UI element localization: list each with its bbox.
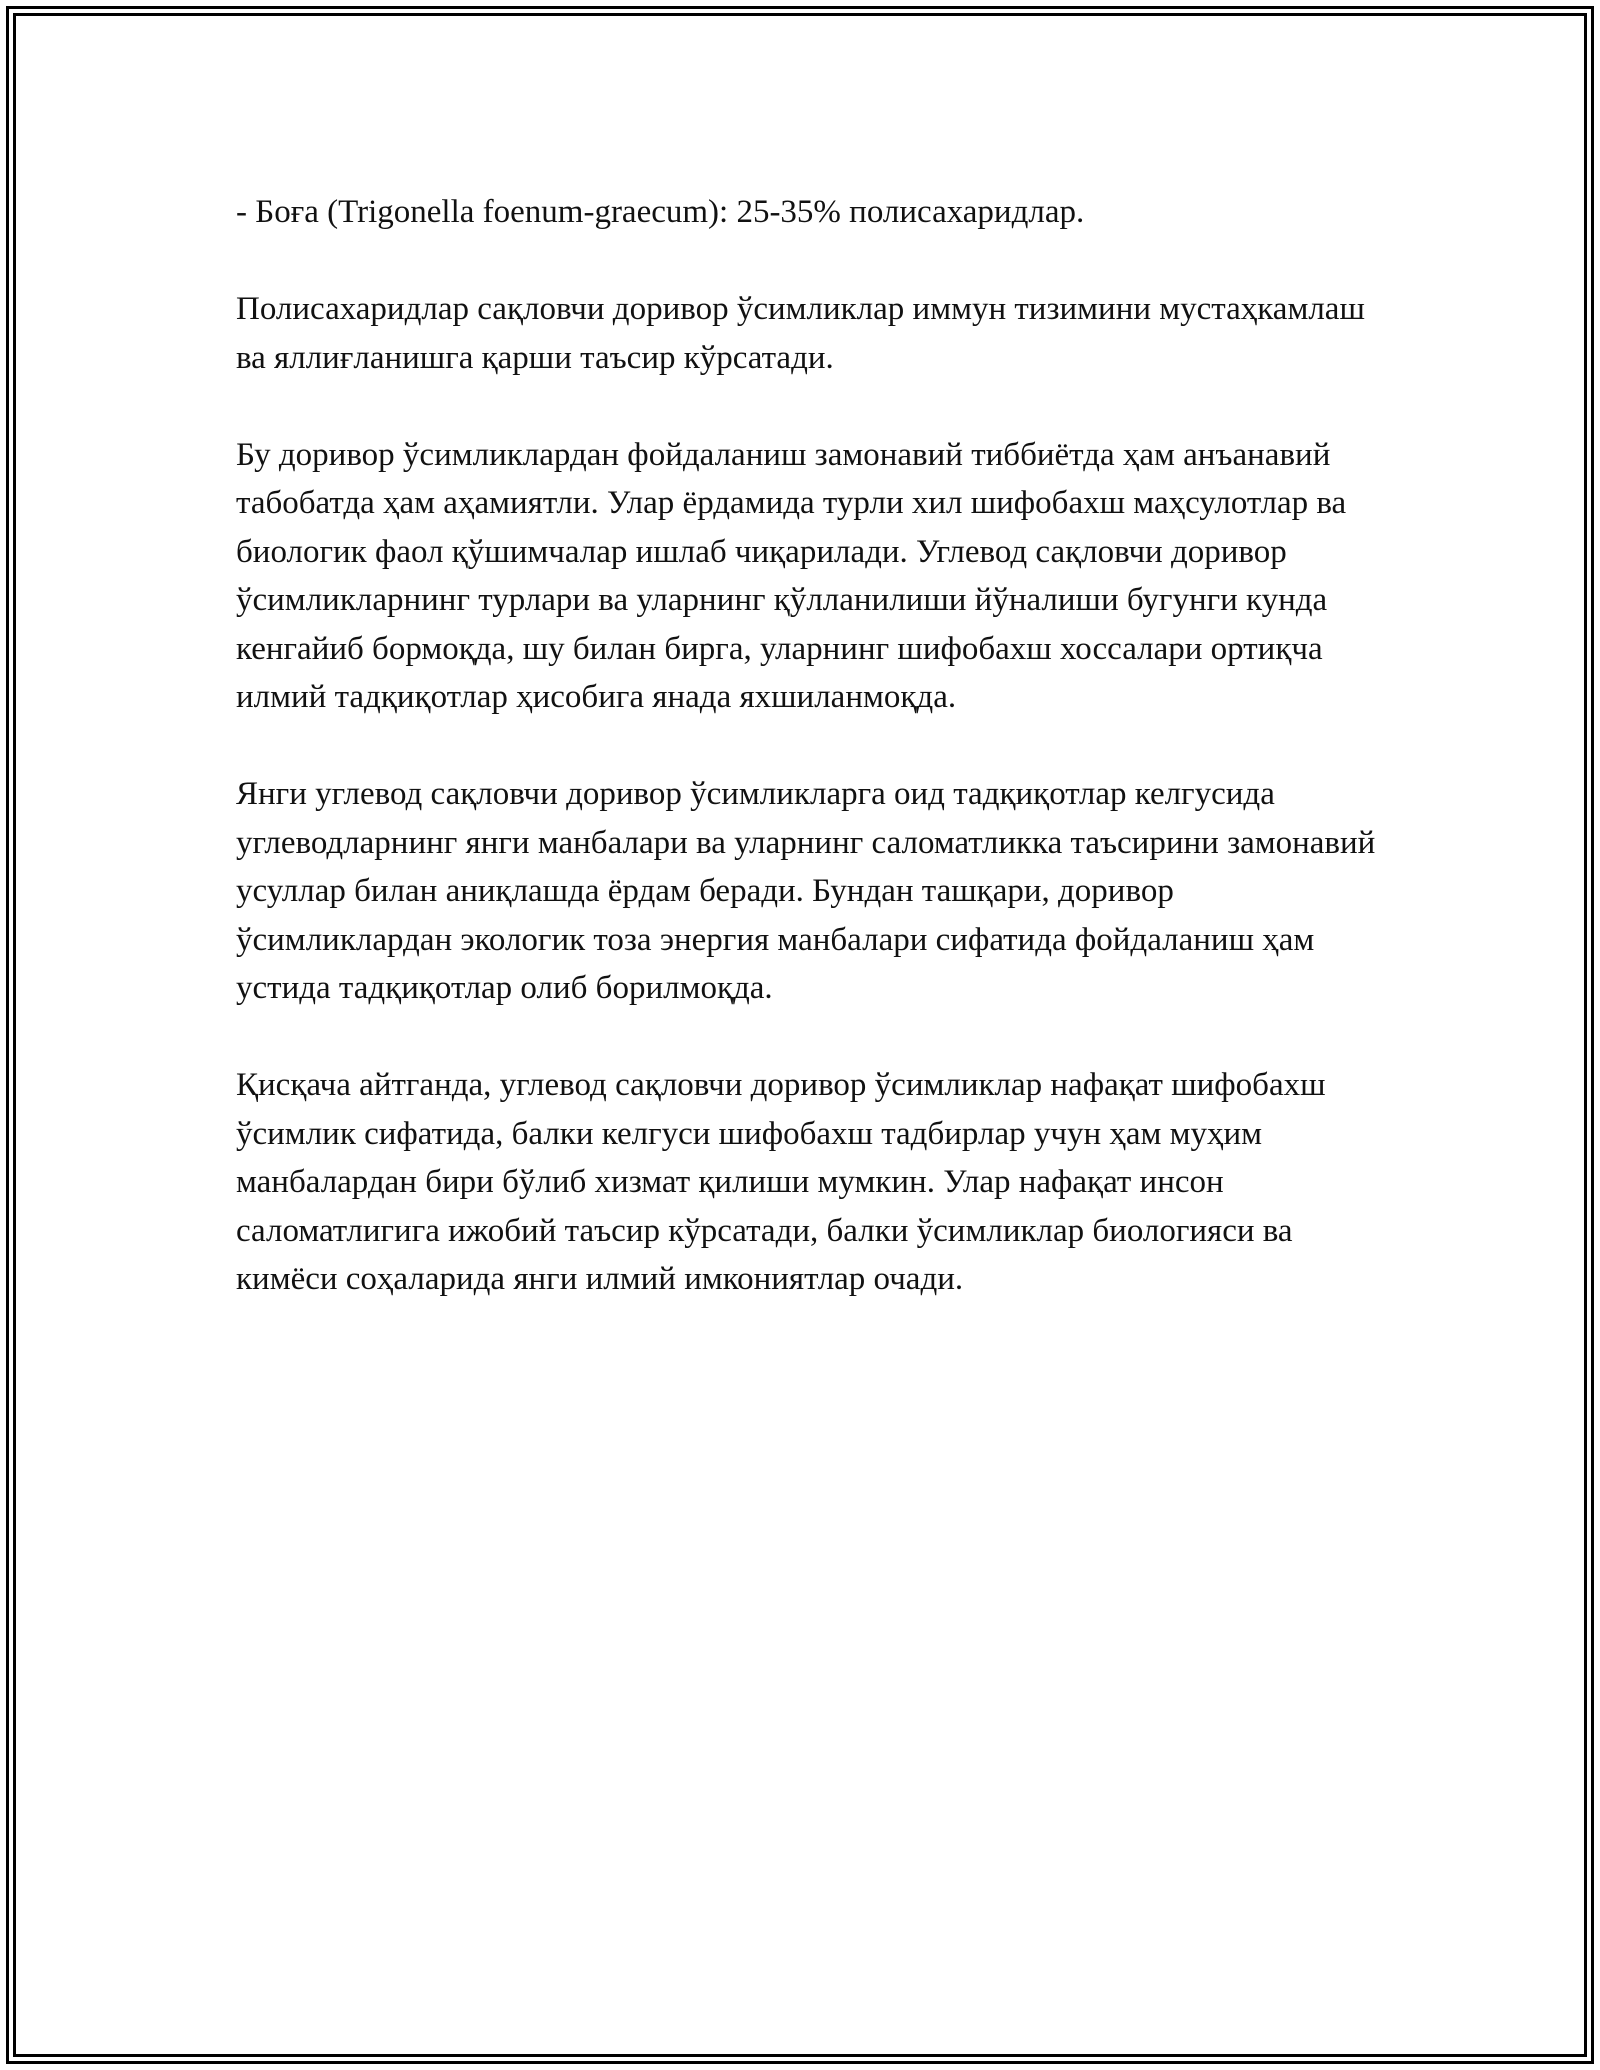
paragraph-medical-use: Бу доривор ўсимликлардан фойдаланиш замонавий тиббиётда ҳам анъанавий табобатда ҳам аҳамиятли. Улар ёрдамида турли хил шифобахш маҳсулотлар ва биологик фаол қўшимчалар ишлаб чиқарилади. Углевод сақловчи доривор ўсимликларнинг турлари ва уларнинг қўлланилиши йўналиши бугунги кунда кенгайиб бормоқда, шу билан бирга, уларнинг шифобахш хоссалари ортиқча илмий тадқиқотлар ҳисобига янада яхшиланмоқда.	[236, 436, 1347, 715]
paragraph-fenugreek: - Боға (Trigonella foenum-graecum): 25-35% полисахаридлар.	[236, 194, 1085, 230]
document-body	[236, 188, 1376, 1352]
paragraph-polysaccharides: Полисахаридлар сақловчи доривор ўсимликлар иммун тизимини мустаҳкамлаш ва яллиғланишга қарши таъсир кўрсатади.	[236, 291, 1365, 376]
paragraph-conclusion: Қисқача айтганда, углевод сақловчи доривор ўсимликлар нафақат шифобахш ўсимлик сифатида, балки келгуси шифобахш тадбирлар учун ҳам муҳим манбалардан бири бўлиб хизмат қилиши мумкин. Улар нафақат инсон саломатлигига ижобий таъсир кўрсатади, балки ўсимликлар биологияси ва кимёси соҳаларида янги илмий имкониятлар очади.	[236, 1067, 1326, 1297]
paragraph-future-research: Янги углевод сақловчи доривор ўсимликларга оид тадқиқотлар келгусида углеводларнинг янги манбалари ва уларнинг саломатликка таъсирини замонавий усуллар билан аниқлашда ёрдам беради. Бундан ташқари, доривор ўсимликлардан экологик тоза энергия манбалари сифатида фойдаланиш ҳам устида тадқиқотлар олиб борилмоқда.	[236, 776, 1376, 1006]
